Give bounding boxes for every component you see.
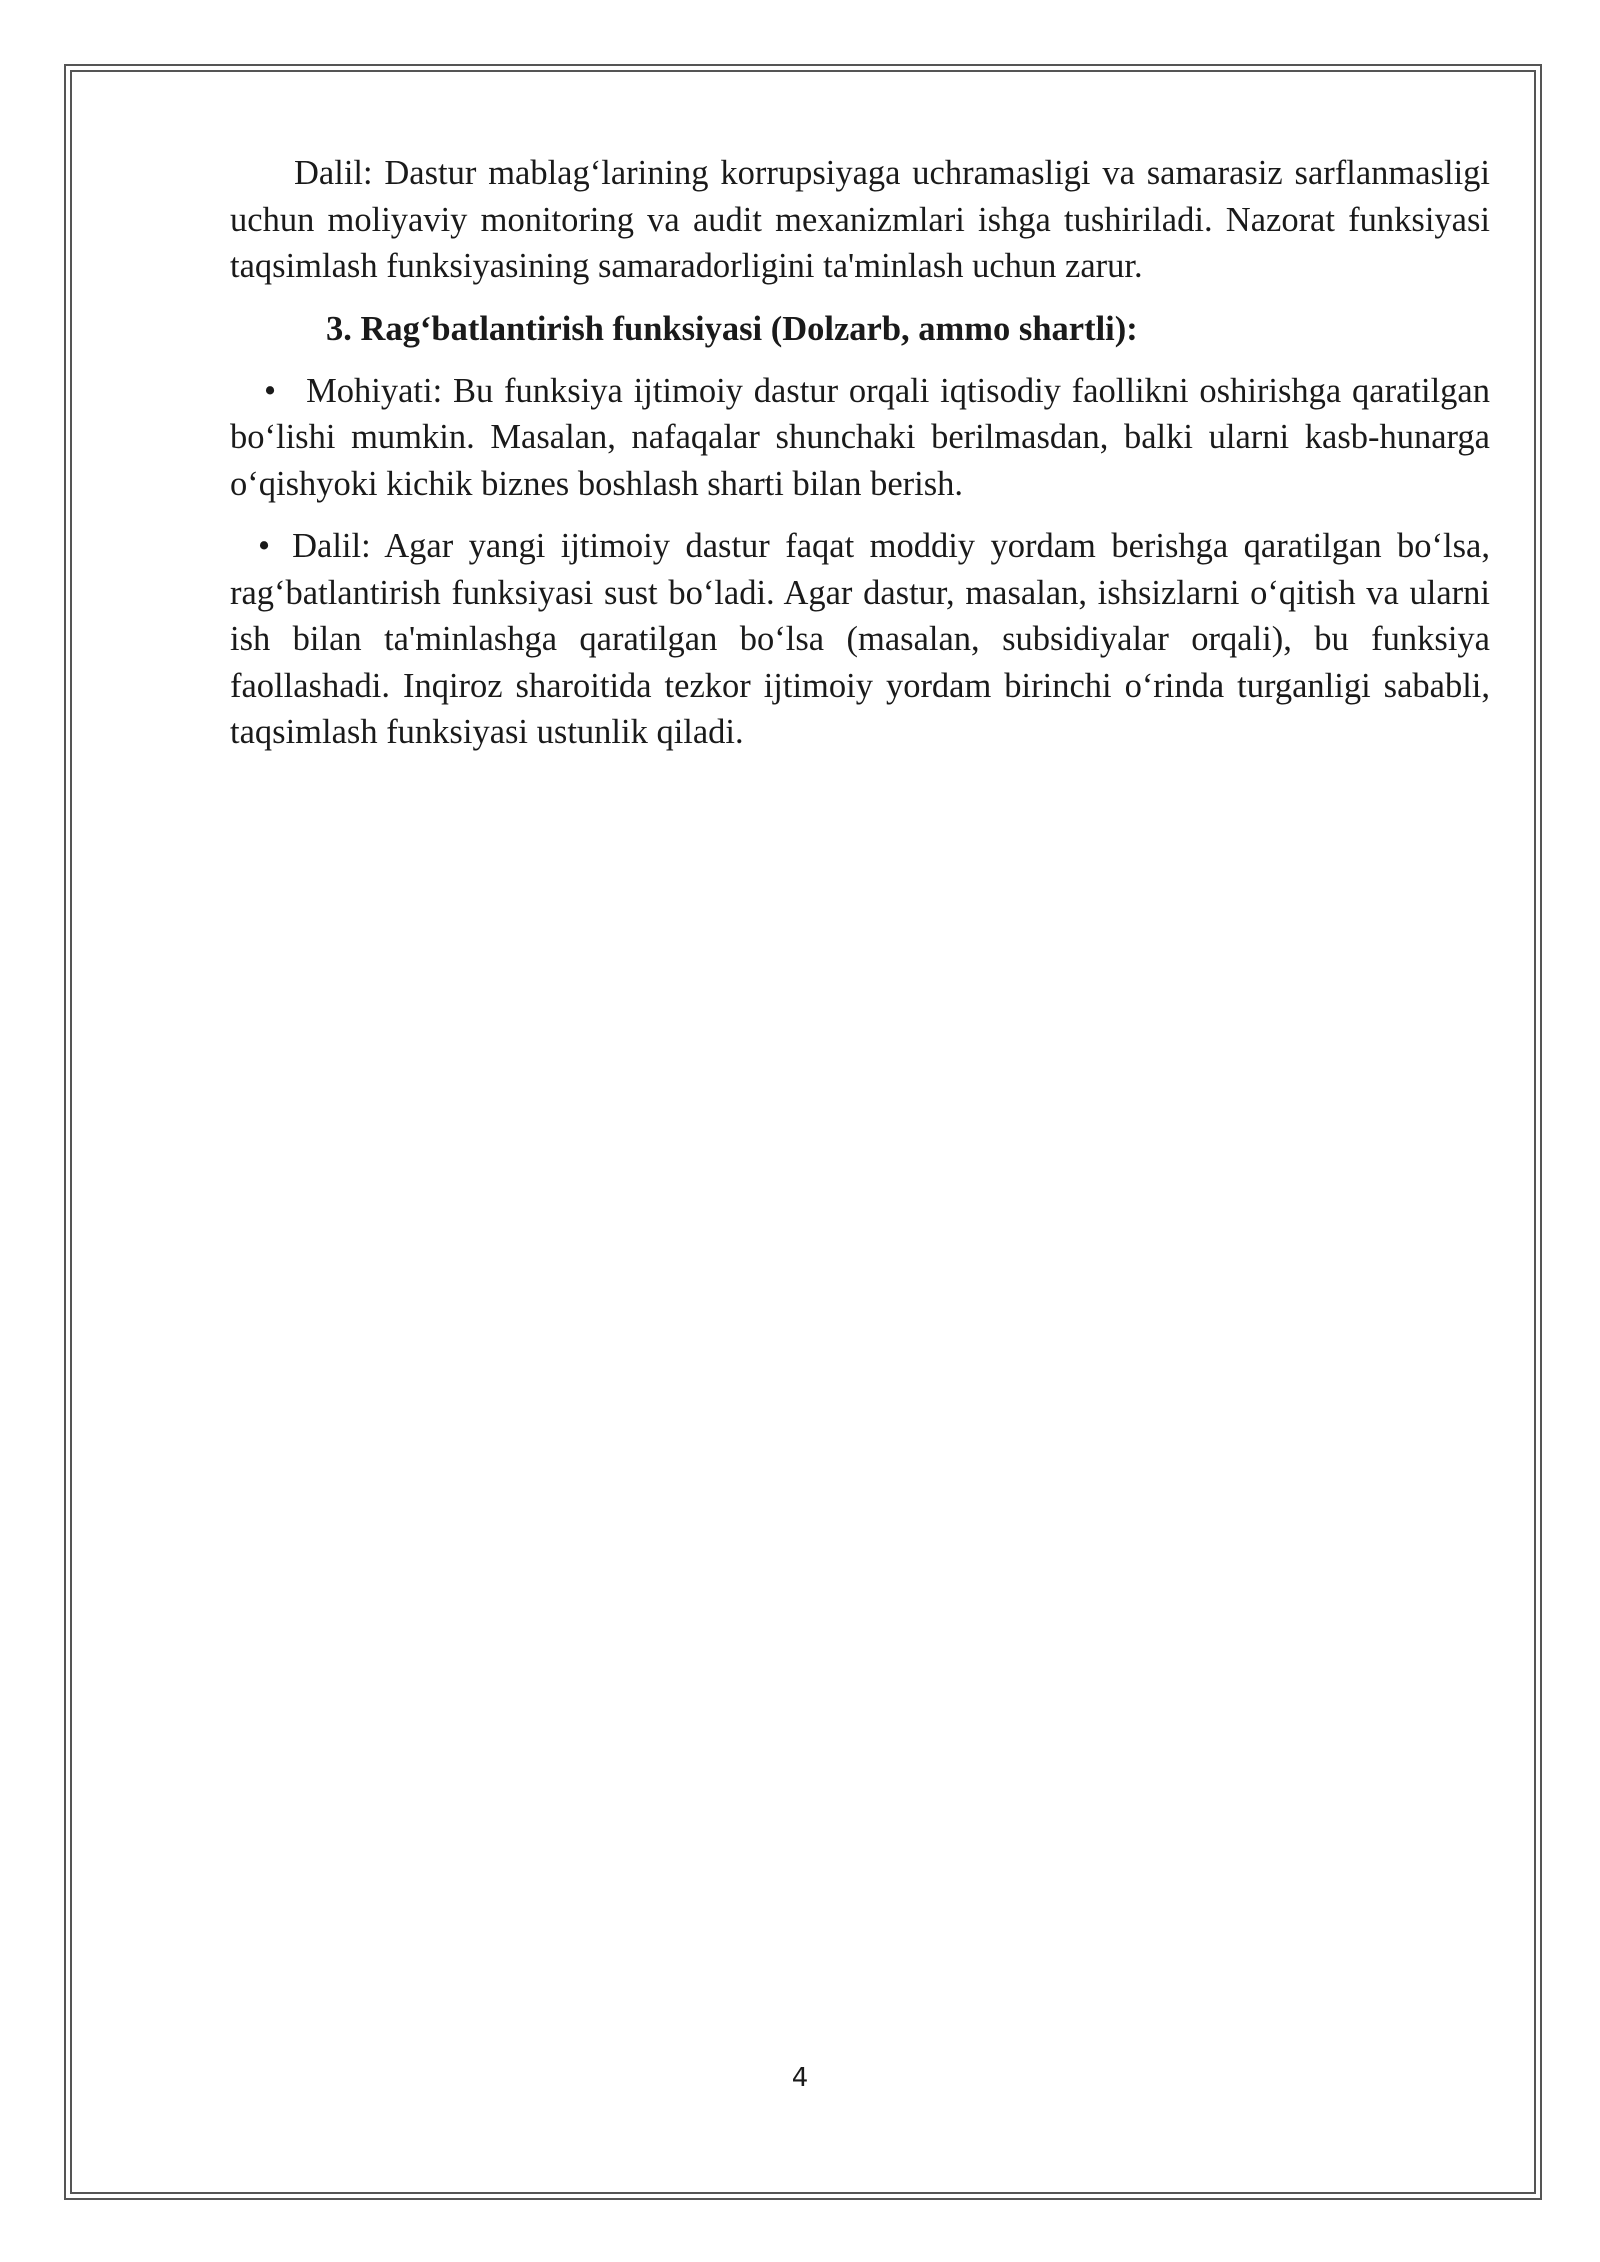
bullet-icon: • (264, 371, 277, 410)
page-number: 4 (791, 2063, 809, 2093)
bullet-item-dalil (230, 523, 1490, 756)
dalil-paragraph: Dalil: Dastur mablag‘larining korrupsiyaga uchramasligi va samarasiz sarflanmasligi uchun moliyaviy monitoring va audit mexanizmlari ishga tushiriladi. Nazorat funksiyasi taqsimlash funksiyasining samaradorligini ta'minlash uchun zarur. (230, 154, 1490, 285)
section-heading: 3. Rag‘batlantirish funksiyasi (Dolzarb, ammo shartli): (326, 309, 1138, 348)
bullet-text: Dalil: Agar yangi ijtimoiy dastur faqat moddiy yordam berishga qaratilgan bo‘lsa, rag‘batlantirish funksiyasi sust bo‘ladi. Agar dastur, masalan, ishsizlarni o‘qitish va ularni ish bilan ta'minlashga qaratilgan bo‘lsa (masalan, subsidiyalar orqali), bu funksiya faollashadi. Inqiroz sharoitida tezkor ijtimoiy yordam birinchi o‘rinda turganligi sababli, taqsimlash funksiyasi ustunlik qiladi. (230, 527, 1490, 751)
bullet-icon: • (258, 527, 271, 565)
bullet-item-mohiyati (230, 368, 1490, 508)
document-body (230, 150, 1490, 756)
bullet-text: Mohiyati: Bu funksiya ijtimoiy dastur orqali iqtisodiy faollikni oshirishga qaratilgan bo‘lishi mumkin. Masalan, nafaqalar shunchaki berilmasdan, balki ularni kasb-hunarga o‘qishyoki kichik biznes boshlash sharti bilan berish. (230, 371, 1490, 503)
